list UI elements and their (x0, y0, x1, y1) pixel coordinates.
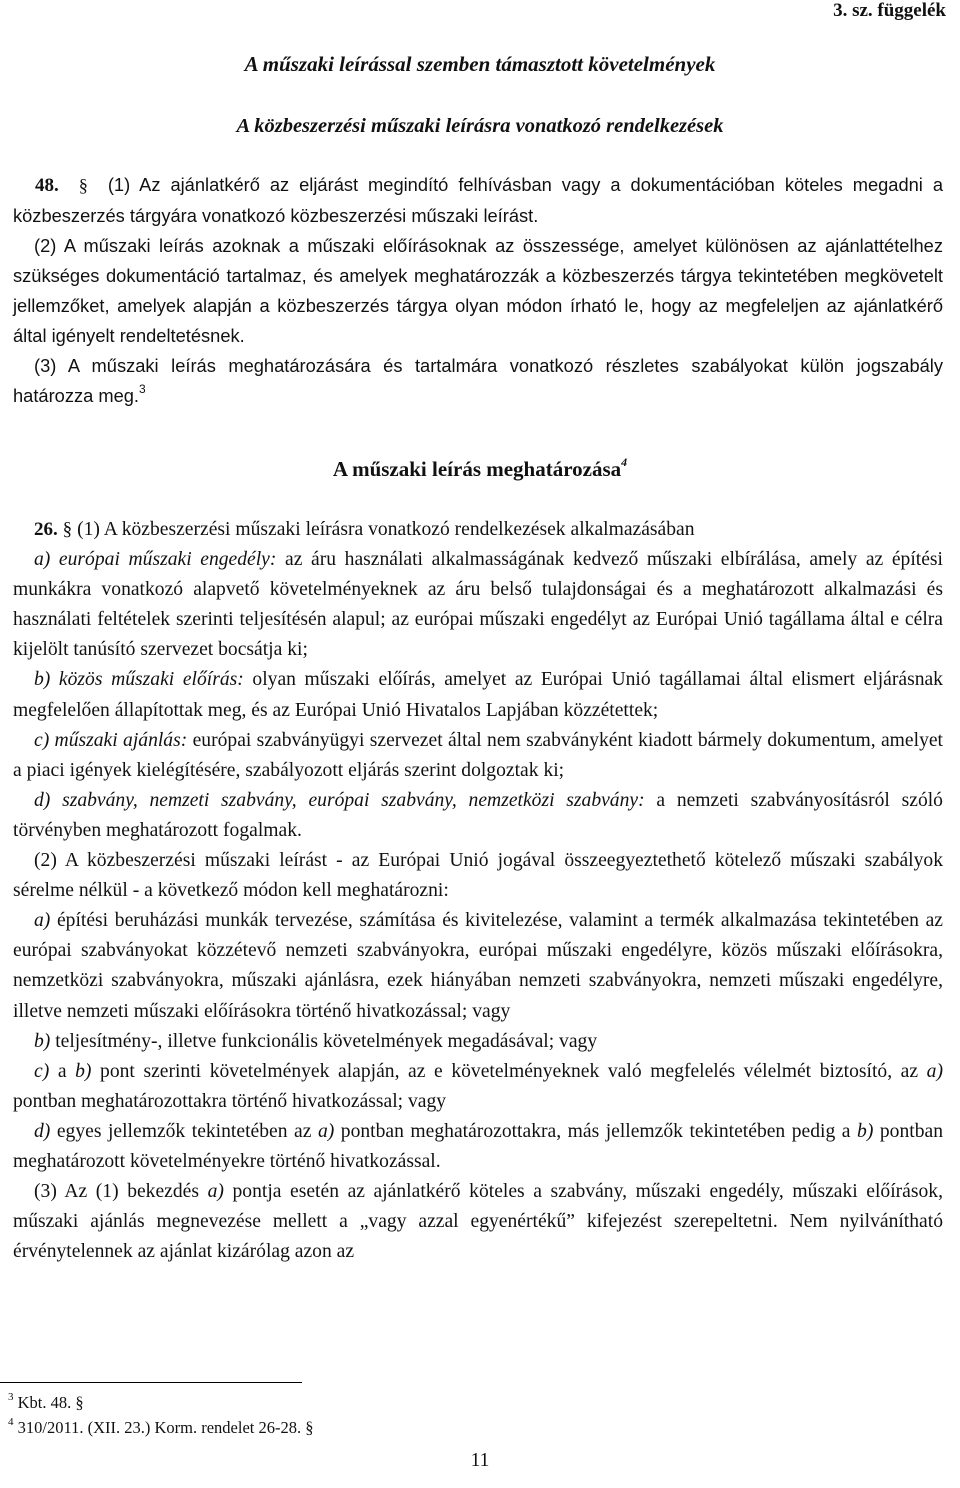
item-label: a) (34, 910, 51, 932)
definition-a (13, 545, 943, 665)
paragraph-text: (3) A műszaki leírás meghatározására és tartalmára vonatkozó részletes szabályokat külön jogszabály határozza meg. (13, 355, 943, 406)
paragraph-text: (1) A közbeszerzési műszaki leírásra vonatkozó rendelkezések alkalmazásában (77, 519, 695, 540)
item-text: pontban meghatározottakra történő hivatkozással; vagy (13, 1090, 447, 1112)
item-text: pontban meghatározottakra, más jellemzők tekintetében pedig a (334, 1120, 858, 1142)
page-number: 11 (470, 1450, 490, 1471)
paragraph-text: pontja esetén az ajánlatkérő köteles a szabvány, műszaki engedély, műszaki előírások, műszaki ajánlás megnevezése mellett a „vagy azzal egyenértékű” kifejezést szerepeltetni. Nem nyilvánítható érvénytelennek az ajánlat kizárólag azon az (13, 1181, 944, 1263)
definition-term: d) szabvány, nemzeti szabvány, európai szabvány, nemzetközi szabvány: (34, 789, 645, 811)
item-text: a (49, 1060, 76, 1082)
section-26-para-3 (13, 1177, 943, 1267)
section-sign: § (78, 175, 88, 195)
footnote-number: 4 (8, 1415, 14, 1428)
item-label: c) (34, 1060, 50, 1082)
section-48-para-2: (2) A műszaki leírás azoknak a műszaki előírásoknak az összessége, amelyet különösen az ajánlattételhez szükséges dokumentáció tartalmaz, és amelyek meghatározzák a közbeszerzés tárgya tekintetében megkövetelt jellemzőket, amelyek alapján a közbeszerzés tárgya olyan módon írható le, hogy az megfeleljen az ajánlatkérő által igényelt rendeltetésnek. (13, 235, 943, 346)
section-48-para-1 (13, 170, 943, 231)
footnote (8, 1415, 314, 1440)
subheading (0, 457, 960, 482)
section-48 (13, 170, 943, 411)
footnote-number: 3 (8, 1390, 14, 1403)
definition-text: európai szabványügyi szervezet által nem szabványként kiadott bármely dokumentum, amelyet a piaci igények kielégítésére, szabályozott eljárás szerint dolgoztak ki; (13, 729, 944, 781)
definition-text: a nemzeti szabványosításról szóló törvényben meghatározott fogalmak. (13, 789, 943, 841)
section-sign: § (62, 519, 73, 540)
item-ref: b) (857, 1120, 874, 1142)
item-label: b) (34, 1030, 51, 1052)
item-c (13, 1057, 943, 1117)
section-26-intro (13, 515, 943, 545)
appendix-label: 3. sz. függelék (833, 0, 946, 21)
definition-text: az áru használati alkalmasságának kedvező műszaki elbírálása, amely az építési munkákra vonatkozó alapvető követelményeknek az áru belső tulajdonságai és a meghatározott alkalmazási és használati feltételek szerinti teljesítésén alapul; az európai műszaki engedélyt az Európai Unió tagállama által e célra kijelölt tanúsító szervezet bocsátja ki; (13, 549, 943, 661)
paragraph-text: (3) Az (1) bekezdés (34, 1181, 208, 1203)
footnote-text: 310/2011. (XII. 23.) Korm. rendelet 26-28. § (13, 1418, 314, 1437)
subheading-text: A műszaki leírás meghatározása (332, 457, 622, 481)
definition-b (13, 665, 943, 725)
footnote-text: Kbt. 48. § (13, 1393, 84, 1412)
item-text: egyes jellemzők tekintetében az (50, 1120, 318, 1142)
footnote (8, 1390, 314, 1415)
footnote-divider (0, 1382, 302, 1383)
definition-term: a) európai műszaki engedély: (34, 549, 277, 571)
definition-text: olyan műszaki előírás, amelyet az Európai Unió tagállamai által elismert eljárásnak megfelelően állapítottak meg, és az Európai Unió Hivatalos Lapjában közzétettek; (13, 669, 943, 721)
paragraph-text: (1) Az ajánlatkérő az eljárást megindító felhívásban vagy a dokumentációban köteles megadni a közbeszerzés tárgyára vonatkozó közbeszerzési műszaki leírást. (13, 174, 943, 226)
main-title: A műszaki leírással szemben támasztott követelmények (244, 52, 716, 76)
footnote-ref: 4 (621, 455, 628, 469)
item-b (13, 1027, 943, 1057)
item-ref: a) (926, 1060, 943, 1082)
item-ref: a) (317, 1120, 335, 1142)
section-number: 26. (34, 519, 58, 540)
item-text: teljesítmény-, illetve funkcionális követelmények megadásával; vagy (50, 1030, 598, 1052)
item-text: pont szerinti követelmények alapján, az e követelményeknek való megfelelés vélelmét biztosító, az (91, 1060, 927, 1082)
definition-term: b) közös műszaki előírás: (34, 669, 244, 691)
item-text: pontban meghatározott követelményekre történő hivatkozással. (13, 1120, 943, 1172)
item-ref: a) (207, 1181, 224, 1203)
section-title: A közbeszerzési műszaki leírásra vonatkozó rendelkezések (236, 115, 724, 137)
definition-term: c) műszaki ajánlás: (34, 729, 188, 751)
footnote-ref: 3 (139, 381, 146, 396)
section-26 (13, 515, 943, 1267)
section-48-para-3 (13, 351, 943, 411)
footnotes (8, 1390, 314, 1440)
definition-d (13, 786, 943, 846)
item-ref: b) (75, 1060, 92, 1082)
section-number: 48. (35, 175, 59, 196)
item-text: építési beruházási munkák tervezése, számítása és kivitelezése, valamint a termék alkalmazása tekintetében az európai szabványokat közzétevő nemzeti szabványokra, európai műszaki engedélyre, közös műszaki előírásokra, nemzetközi szabványokra, műszaki ajánlásra, ezek hiányában nemzeti szabványokra, nemzeti műszaki engedélyre, illetve nemzeti műszaki előírásokra történő hivatkozással; vagy (13, 910, 943, 1022)
section-26-para-2: (2) A közbeszerzési műszaki leírást - az Európai Unió jogával összeegyeztethető kötelező műszaki szabályok sérelme nélkül - a következő módon kell meghatározni: (13, 850, 943, 902)
item-label: d) (34, 1120, 51, 1142)
item-a (13, 906, 943, 1026)
item-d (13, 1117, 943, 1177)
definition-c (13, 726, 943, 786)
